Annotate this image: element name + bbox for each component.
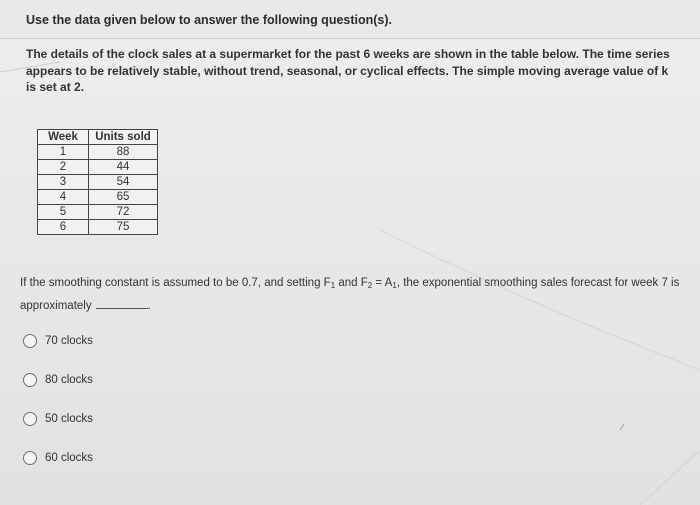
question-part-3: = A — [372, 277, 393, 289]
table-header-row — [38, 130, 158, 145]
option-50-clocks[interactable] — [23, 412, 93, 426]
subscript-2: 2 — [367, 281, 373, 290]
week-cell: 3 — [38, 175, 89, 190]
table-row — [38, 145, 158, 160]
question-part-1: If the smoothing constant is assumed to be 0.7, and setting F — [20, 277, 331, 289]
option-label: 60 clocks — [45, 452, 93, 464]
radio-button[interactable] — [23, 334, 37, 348]
units-sold-header: Units sold — [89, 130, 158, 145]
week-cell: 5 — [38, 205, 89, 220]
question-end: . — [147, 300, 151, 312]
week-cell: 2 — [38, 160, 89, 175]
week-cell: 6 — [38, 220, 89, 235]
table-row — [38, 220, 158, 235]
radio-button[interactable] — [23, 451, 37, 465]
option-60-clocks[interactable] — [23, 451, 93, 465]
sales-table — [37, 129, 158, 235]
option-label: 80 clocks — [45, 374, 93, 386]
radio-button[interactable] — [23, 373, 37, 387]
table-row — [38, 190, 158, 205]
answer-blank — [96, 297, 148, 309]
option-label: 50 clocks — [45, 413, 93, 425]
subscript-3: 1 — [392, 281, 397, 290]
units-cell: 75 — [89, 220, 158, 235]
intro-paragraph: The details of the clock sales at a supermarket for the past 6 weeks are shown in the table below. The time series appears to be relatively stable, without trend, seasonal, or cyclical effects. The simple moving average value of k is set at 2. — [26, 47, 670, 94]
units-cell: 72 — [89, 205, 158, 220]
table-row — [38, 205, 158, 220]
week-cell: 1 — [38, 145, 89, 160]
option-label: 70 clocks — [45, 335, 93, 347]
units-cell: 88 — [89, 145, 158, 160]
week-header: Week — [38, 130, 89, 145]
radio-button[interactable] — [23, 412, 37, 426]
units-cell: 65 — [89, 190, 158, 205]
option-70-clocks[interactable] — [23, 334, 93, 348]
table-row — [38, 160, 158, 175]
table-row — [38, 175, 158, 190]
week-cell: 4 — [38, 190, 89, 205]
subscript-1: 1 — [330, 281, 336, 290]
page-heading: Use the data given below to answer the following question(s). — [26, 13, 393, 27]
question-part-4: , the exponential smoothing sales forecast for week 7 is approximately — [20, 277, 680, 312]
option-80-clocks[interactable] — [23, 373, 93, 387]
question-text — [20, 273, 680, 316]
units-cell: 54 — [89, 175, 158, 190]
question-part-2: and F — [335, 277, 368, 289]
units-cell: 44 — [89, 160, 158, 175]
